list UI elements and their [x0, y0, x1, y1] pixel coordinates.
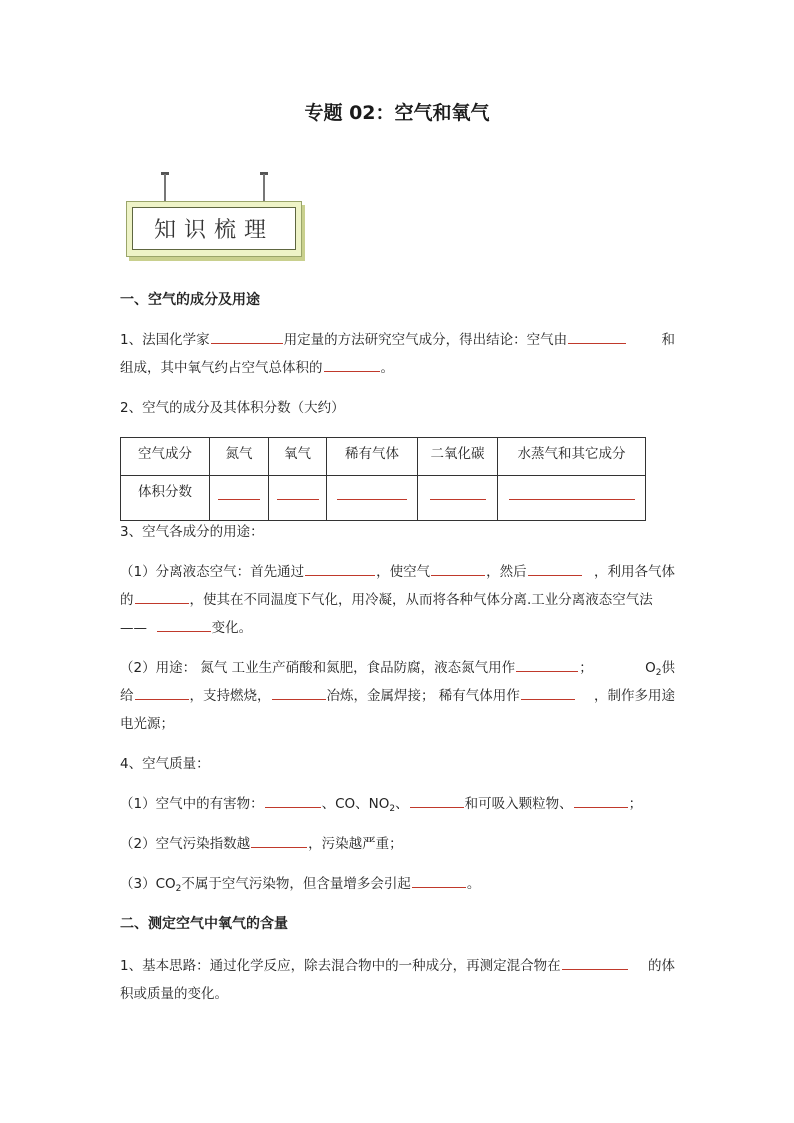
q1-line2: 组成，其中氧气约占空气总体积的 。 — [120, 354, 680, 382]
blank-chemist[interactable] — [211, 328, 283, 344]
blank-supply[interactable] — [135, 684, 189, 700]
q4-s3: $(3)CO_2$不属于空气污染物，但含量增多会引起 。 — [120, 870, 680, 903]
sign-board — [126, 201, 302, 257]
blank-oxygen[interactable] — [277, 484, 319, 500]
table-row — [121, 476, 646, 521]
blank-effect[interactable] — [412, 872, 466, 888]
blank-co2[interactable] — [430, 484, 486, 500]
table-header-cell: 空气成分 — [121, 438, 210, 476]
blank-method[interactable] — [305, 560, 375, 576]
q5-line2: 积或质量的变化。 — [120, 986, 228, 1002]
table-header-cell: 水蒸气和其它成分 — [498, 438, 646, 476]
blank-pollutant-3[interactable] — [574, 792, 628, 808]
rope-icon — [263, 174, 265, 204]
blank-liquid-nitrogen-use[interactable] — [516, 656, 578, 672]
table-cell — [327, 476, 418, 521]
section1-heading: 一、空气的成分及用途 — [120, 292, 260, 308]
table-header-cell: 稀有气体 — [327, 438, 418, 476]
blank-change-type[interactable] — [157, 616, 211, 632]
sign-label: 知识梳理 — [132, 207, 296, 250]
q4-s1: （1）空气中的有害物： 、CO、$NO_2$、 和可吸入颗粒物、 ； — [120, 790, 680, 823]
blank-smelting[interactable] — [272, 684, 326, 700]
q2-line: 2、空气的成分及其体积分数（大约） — [120, 400, 345, 416]
blank-oxygen-fraction[interactable] — [324, 356, 380, 372]
blank-boiling-point[interactable] — [135, 588, 189, 604]
q5-line1: 1、基本思路：通过化学反应，除去混合物中的一种成分，再测定混合物在 的体 — [120, 952, 675, 980]
composition-table — [120, 437, 646, 521]
blank-pollutant-1[interactable] — [265, 792, 321, 808]
blank-pollutant-2[interactable] — [410, 792, 464, 808]
table-cell — [210, 476, 269, 521]
q3-p1-line1: （1）分离液态空气：首先通过 ，使空气 ，然后 ，利用各气体 — [120, 558, 675, 586]
blank-noble-use[interactable] — [521, 684, 575, 700]
blank-index[interactable] — [251, 832, 307, 848]
table-cell — [269, 476, 327, 521]
q3-p2-line3: 电光源； — [120, 716, 174, 732]
rope-icon — [164, 174, 166, 204]
blank-before-after[interactable] — [562, 954, 628, 970]
table-cell — [418, 476, 498, 521]
q3-p1-line3: —— 变化。 — [120, 614, 680, 642]
q3-line: 3、空气各成分的用途： — [120, 524, 264, 540]
blank-noble-gas[interactable] — [337, 484, 407, 500]
table-header-cell: 二氧化碳 — [418, 438, 498, 476]
section2-heading: 二、测定空气中氧气的含量 — [120, 916, 288, 932]
q3-p2-line2: 给 ，支持燃烧， 冶炼，金属焊接； 稀有气体用作 ，制作多用途 — [120, 682, 675, 710]
table-header-cell: 氮气 — [210, 438, 269, 476]
q1-line1: 1、法国化学家 用定量的方法研究空气成分，得出结论：空气由 和 — [120, 326, 675, 354]
page-title: 专题 02：空气和氧气 — [304, 102, 490, 124]
table-cell — [498, 476, 646, 521]
table-row-label: 体积分数 — [121, 476, 210, 521]
table-header-row — [121, 438, 646, 476]
blank-nitrogen[interactable] — [218, 484, 260, 500]
blank-air-state[interactable] — [431, 560, 485, 576]
blank-vapor[interactable] — [509, 484, 635, 500]
table-header-cell: 氧气 — [269, 438, 327, 476]
blank-composition-1[interactable] — [568, 328, 626, 344]
q3-p1-line2: 的 ，使其在不同温度下气化，用冷凝，从而将各种气体分离.工业分离液态空气法 — [120, 586, 680, 614]
q4-s2: （2）空气污染指数越 ，污染越严重； — [120, 830, 680, 858]
blank-then[interactable] — [528, 560, 582, 576]
q4-line: 4、空气质量： — [120, 756, 210, 772]
knowledge-sign — [126, 174, 304, 260]
q3-p2-line1: （2）用途： 氮气 工业生产硝酸和氮肥，食品防腐，液态氮气用作 ； $O_2$供 — [120, 654, 675, 687]
